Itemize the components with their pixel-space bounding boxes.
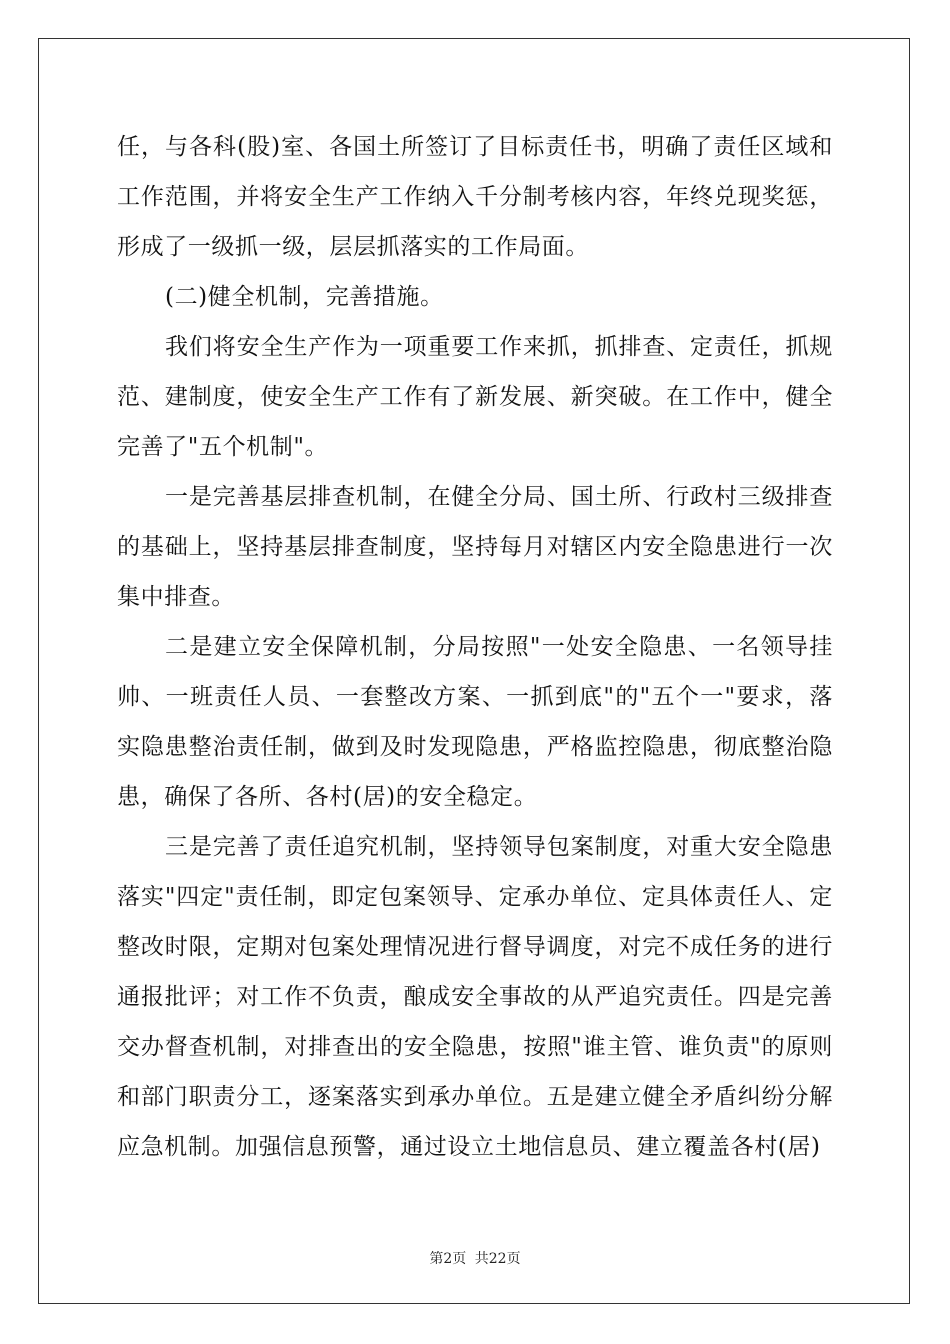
paragraph-2-heading: (二)健全机制，完善措施。: [165, 284, 444, 310]
document-body: [117, 122, 833, 1172]
paragraph-5: 二是建立安全保障机制，分局按照"一处安全隐患、一名领导挂帅、一班责任人员、一套整改方案、一抓到底"的"五个一"要求，落实隐患整治责任制，做到及时发现隐患，严格监控隐患，彻底整治隐患，确保了各所、各村(居)的安全稳定。: [117, 634, 833, 810]
paragraph-1: 任，与各科(股)室、各国土所签订了目标责任书，明确了责任区域和工作范围，并将安全生产工作纳入千分制考核内容，年终兑现奖惩，形成了一级抓一级，层层抓落实的工作局面。: [117, 134, 833, 260]
page-footer: [0, 1248, 950, 1268]
page-total: 共22页: [474, 1251, 521, 1267]
paragraph-6: 三是完善了责任追究机制，坚持领导包案制度，对重大安全隐患落实"四定"责任制，即定包案领导、定承办单位、定具体责任人、定整改时限，定期对包案处理情况进行督导调度，对完不成任务的进行通报批评；对工作不负责，酿成安全事故的从严追究责任。四是完善交办督查机制，对排查出的安全隐患，按照"谁主管、谁负责"的原则和部门职责分工，逐案落实到承办单位。五是建立健全矛盾纠纷分解应急机制。加强信息预警，通过设立土地信息员、建立覆盖各村(居): [117, 834, 833, 1160]
page-number: 第2页: [429, 1251, 467, 1267]
paragraph-3: 我们将安全生产作为一项重要工作来抓，抓排查、定责任，抓规范、建制度，使安全生产工作有了新发展、新突破。在工作中，健全完善了"五个机制"。: [117, 334, 833, 460]
paragraph-4: 一是完善基层排查机制，在健全分局、国土所、行政村三级排查的基础上，坚持基层排查制度，坚持每月对辖区内安全隐患进行一次集中排查。: [117, 484, 833, 610]
